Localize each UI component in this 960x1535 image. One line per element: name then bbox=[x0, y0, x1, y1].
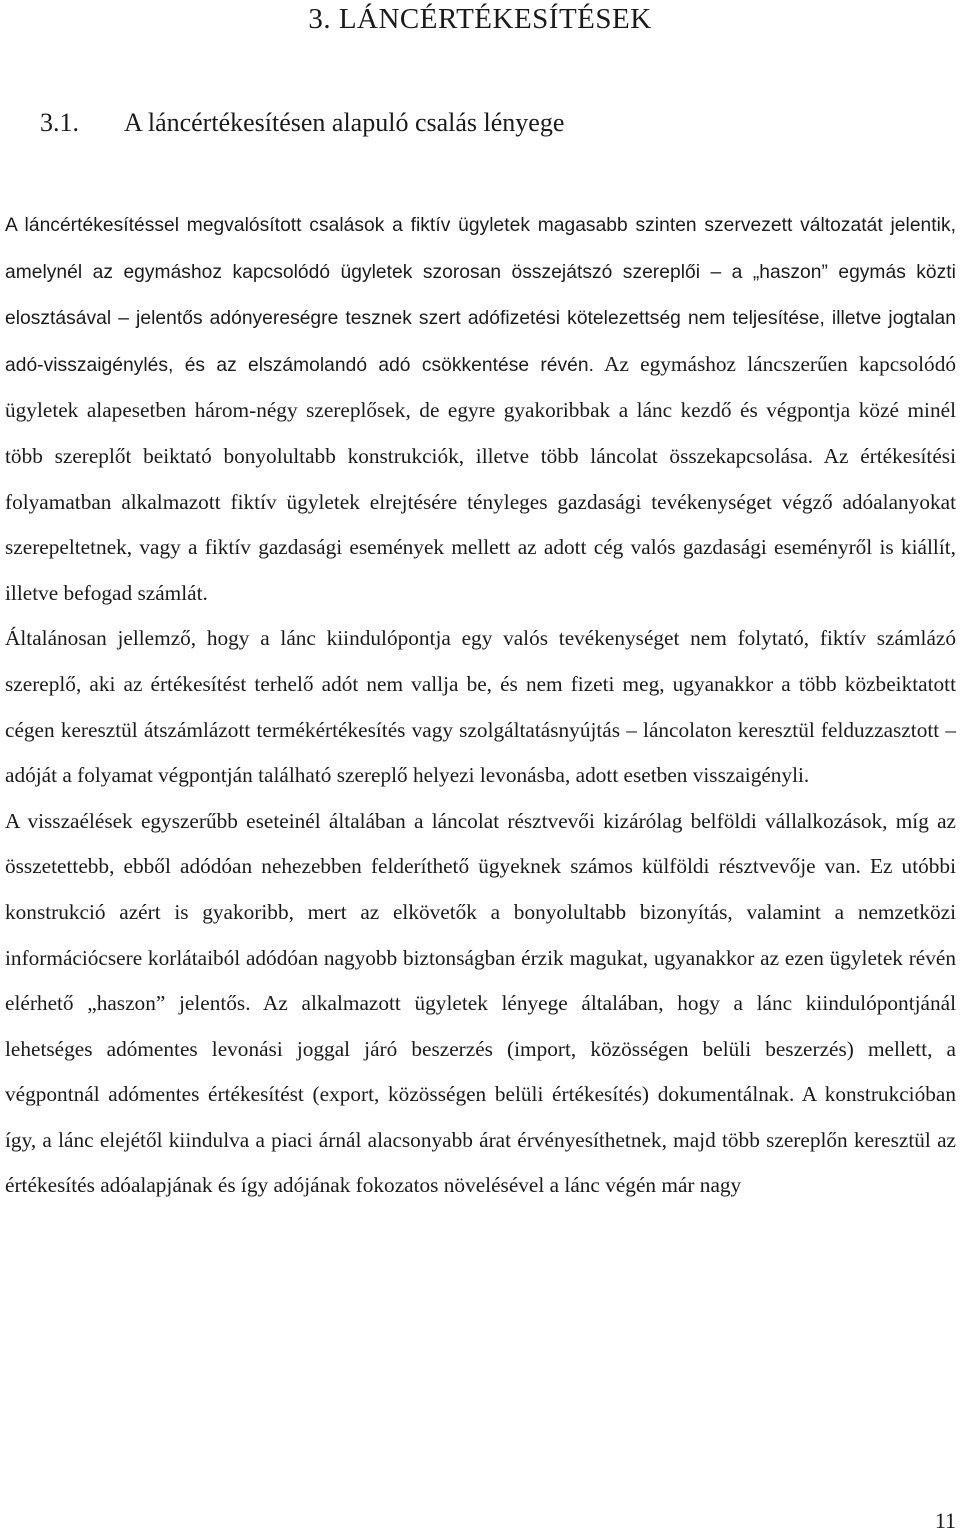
paragraph-3: A visszaélések egyszerűbb eseteinél általában a láncolat résztvevői kizárólag belföldi vállalkozások, míg az összetettebb, ebből adódóan nehezebben felderíthető ügyeknek számos külföldi résztvevője van. Ez utóbbi konstrukció azért is gyakoribb, mert az elkövetők a bonyolultabb bizonyítás, valamint a nemzetközi információcsere korlátaiból adódóan nagyobb biztonságban érzik magukat, ugyanakkor az ezen ügyletek révén elérhető „haszon” jelentős. Az alkalmazott ügyletek lényege általában, hogy a lánc kiindulópontjánál lehetséges adómentes levonási joggal járó beszerzés (import, közösségen belüli beszerzés) mellett, a végpontnál adómentes értékesítést (export, közösségen belüli értékesítés) dokumentálnak. A konstrukcióban így, a lánc elejétől kiindulva a piaci árnál alacsonyabb árat érvényesíthetnek, majd több szereplőn keresztül az értékesítés adóalapjának és így adójának fokozatos növelésével a lánc végén már nagy bbox=[5, 808, 956, 1198]
body-text bbox=[5, 202, 956, 1209]
paragraph-1 bbox=[5, 202, 956, 616]
chapter-title: 3. LÁNCÉRTÉKESÍTÉSEK bbox=[308, 3, 652, 35]
section-number: 3.1. bbox=[40, 108, 79, 137]
paragraph-2: Általánosan jellemző, hogy a lánc kiindulópontja egy valós tevékenységet nem folytató, fiktív számlázó szereplő, aki az értékesítést terhelő adót nem vallja be, és nem fizeti meg, ugyanakkor a több közbeiktatott cégen keresztül átszámlázott termékértékesítés vagy szolgáltatásnyújtás – láncolaton keresztül felduzzasztott – adóját a folyamat végpontján található szereplő helyezi levonásba, adott esetben visszaigényli. bbox=[5, 626, 956, 788]
paragraph-1-sans-part: A láncértékesítéssel megvalósított csalások a fiktív ügyletek magasabb szinten szervezett változatát jelentik, amelynél az egymáshoz kapcsolódó ügyletek szorosan összejátszó szereplői – a „haszon” egymás közti elosztásával – jelentős adónyereségre tesznek szert adófizetési kötelezettség nem teljesítése, illetve jogtalan adó-visszaigénylés, és az elszámolandó adó csökkentése révén. bbox=[5, 215, 956, 376]
page-number: 11 bbox=[934, 1508, 956, 1533]
paragraph-1-serif-part: Az egymáshoz láncszerűen kapcsolódó ügyletek alapesetben három-négy szereplősek, de egyre gyakoribbak a lánc kezdő és végpontja közé minél több szereplőt beiktató bonyolultabb konstrukciók, illetve több láncolat összekapcsolása. Az értékesítési folyamatban alkalmazott fiktív ügyletek elrejtésére tényleges gazdasági tevékenységet végző adóalanyokat szerepeltetnek, vagy a fiktív gazdasági események mellett az adott cég valós gazdasági eseményről is kiállít, illetve befogad számlát. bbox=[5, 351, 956, 605]
section-title: A láncértékesítésen alapuló csalás lényege bbox=[124, 108, 565, 137]
section-heading bbox=[40, 104, 564, 142]
